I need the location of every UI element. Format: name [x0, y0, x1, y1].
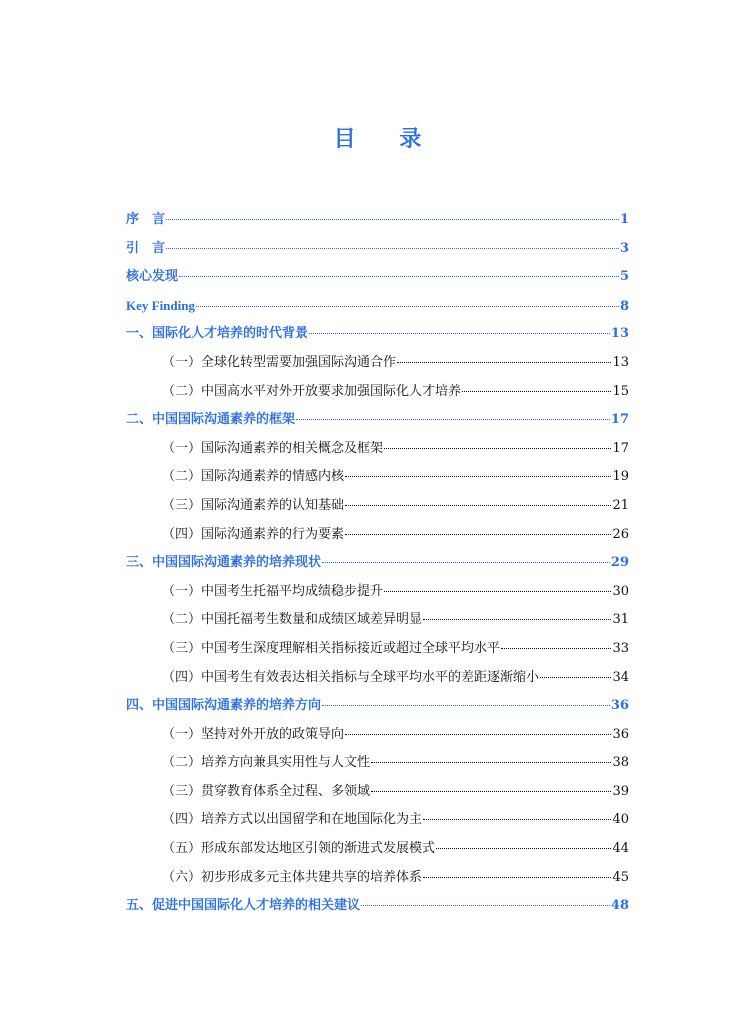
toc-entry-page: 30: [612, 583, 629, 599]
toc-entry-label: 三、中国国际沟通素养的培养现状: [126, 555, 322, 571]
toc-entry-page: 34: [612, 669, 629, 685]
toc-entry-page: 3: [619, 240, 629, 256]
toc-entry-page: 21: [612, 497, 629, 513]
dot-leader: [345, 476, 611, 477]
toc-entry-2-1[interactable]: [126, 435, 629, 464]
dot-leader: [384, 591, 611, 592]
toc-entry-label: 序 言: [126, 212, 166, 227]
toc-entry-page: 1: [619, 212, 629, 227]
toc-entry-3-2[interactable]: [126, 606, 629, 635]
dot-leader: [501, 648, 611, 649]
toc-entry-2-4[interactable]: [126, 521, 629, 550]
toc-entry-page: 31: [612, 612, 629, 628]
toc-entry-label: （四）培养方式以出国留学和在地国际化为主: [162, 812, 423, 828]
toc-entry-3-4[interactable]: [126, 664, 629, 693]
toc-entry-core-findings[interactable]: [126, 263, 629, 292]
toc-entry-chapter-3[interactable]: [126, 549, 629, 578]
dot-leader: [179, 276, 619, 277]
dot-leader: [166, 248, 619, 249]
dot-leader: [166, 219, 619, 220]
toc-entry-4-5[interactable]: [126, 835, 629, 864]
toc-entry-page: 29: [610, 555, 629, 571]
toc-entry-label: （二）国际沟通素养的情感内核: [162, 469, 345, 485]
table-of-contents: [126, 206, 629, 921]
toc-entry-label: （五）形成东部发达地区引领的渐进式发展模式: [162, 841, 436, 857]
toc-entry-page: 45: [612, 869, 629, 885]
dot-leader: [423, 819, 611, 820]
dot-leader: [322, 705, 610, 706]
dot-leader: [296, 419, 610, 420]
toc-entry-3-3[interactable]: [126, 635, 629, 664]
toc-entry-4-4[interactable]: [126, 806, 629, 835]
toc-entry-label: （四）中国考生有效表达相关指标与全球平均水平的差距逐渐缩小: [162, 669, 540, 685]
toc-entry-chapter-4[interactable]: [126, 692, 629, 721]
toc-entry-page: 33: [612, 640, 629, 656]
toc-entry-label: （二）中国高水平对外开放要求加强国际化人才培养: [162, 383, 462, 399]
toc-entry-label: 一、国际化人才培养的时代背景: [126, 326, 309, 342]
toc-entry-key-finding[interactable]: [126, 292, 629, 321]
dot-leader: [540, 677, 611, 678]
toc-entry-page: 36: [610, 698, 629, 714]
toc-entry-label: （一）坚持对外开放的政策导向: [162, 726, 345, 742]
toc-entry-label: （四）国际沟通素养的行为要素: [162, 526, 345, 542]
dot-leader: [345, 505, 611, 506]
dot-leader: [371, 762, 611, 763]
toc-entry-page: 44: [612, 841, 629, 857]
dot-leader: [345, 534, 611, 535]
toc-entry-4-3[interactable]: [126, 778, 629, 807]
toc-entry-page: 26: [612, 526, 629, 542]
dot-leader: [397, 362, 611, 363]
toc-entry-label: （一）国际沟通素养的相关概念及框架: [162, 440, 384, 456]
toc-entry-label: 四、中国国际沟通素养的培养方向: [126, 698, 322, 714]
toc-entry-page: 15: [612, 383, 629, 399]
toc-entry-preface[interactable]: [126, 206, 629, 235]
dot-leader: [322, 562, 610, 563]
dot-leader: [436, 848, 611, 849]
dot-leader: [423, 619, 611, 620]
toc-entry-2-3[interactable]: [126, 492, 629, 521]
toc-entry-page: 17: [612, 440, 629, 456]
toc-entry-label: （一）全球化转型需要加强国际沟通合作: [162, 354, 397, 370]
dot-leader: [361, 905, 610, 906]
toc-entry-label: （六）初步形成多元主体共建共享的培养体系: [162, 869, 423, 885]
toc-entry-label: 引 言: [126, 240, 166, 256]
toc-entry-label: 二、中国国际沟通素养的框架: [126, 412, 296, 428]
toc-entry-label: （二）培养方向兼具实用性与人文性: [162, 755, 371, 771]
dot-leader: [462, 391, 611, 392]
toc-entry-4-2[interactable]: [126, 749, 629, 778]
toc-entry-chapter-5[interactable]: [126, 892, 629, 921]
dot-leader: [309, 333, 610, 334]
toc-entry-label: （二）中国托福考生数量和成绩区域差异明显: [162, 612, 423, 628]
toc-entry-page: 8: [619, 298, 629, 314]
toc-entry-label: Key Finding: [126, 297, 195, 313]
toc-entry-label: （三）贯穿教育体系全过程、多领域: [162, 783, 371, 799]
dot-leader: [423, 877, 611, 878]
toc-entry-chapter-1[interactable]: [126, 320, 629, 349]
toc-entry-4-6[interactable]: [126, 864, 629, 893]
dot-leader: [196, 306, 619, 307]
toc-entry-page: 13: [610, 326, 629, 342]
toc-entry-page: 17: [610, 412, 629, 428]
toc-entry-page: 5: [619, 269, 629, 285]
toc-entry-page: 13: [612, 354, 629, 370]
toc-entry-page: 39: [612, 783, 629, 799]
toc-entry-1-2[interactable]: [126, 378, 629, 407]
toc-entry-label: （三）国际沟通素养的认知基础: [162, 497, 345, 513]
toc-entry-2-2[interactable]: [126, 463, 629, 492]
toc-entry-page: 36: [612, 726, 629, 742]
toc-entry-label: （三）中国考生深度理解相关指标接近或超过全球平均水平: [162, 640, 501, 656]
toc-entry-3-1[interactable]: [126, 578, 629, 607]
toc-entry-page: 38: [612, 755, 629, 771]
dot-leader: [384, 448, 611, 449]
toc-entry-introduction[interactable]: [126, 235, 629, 264]
toc-entry-page: 48: [610, 898, 629, 914]
toc-entry-label: （一）中国考生托福平均成绩稳步提升: [162, 583, 384, 599]
toc-entry-page: 19: [612, 469, 629, 485]
dot-leader: [371, 791, 611, 792]
toc-entry-chapter-2[interactable]: [126, 406, 629, 435]
toc-entry-label: 五、促进中国国际化人才培养的相关建议: [126, 898, 361, 914]
page-title: 目 录: [333, 127, 440, 152]
toc-entry-label: 核心发现: [126, 269, 179, 285]
dot-leader: [345, 734, 611, 735]
toc-entry-page: 40: [612, 812, 629, 828]
toc-entry-1-1[interactable]: [126, 349, 629, 378]
toc-entry-4-1[interactable]: [126, 721, 629, 750]
